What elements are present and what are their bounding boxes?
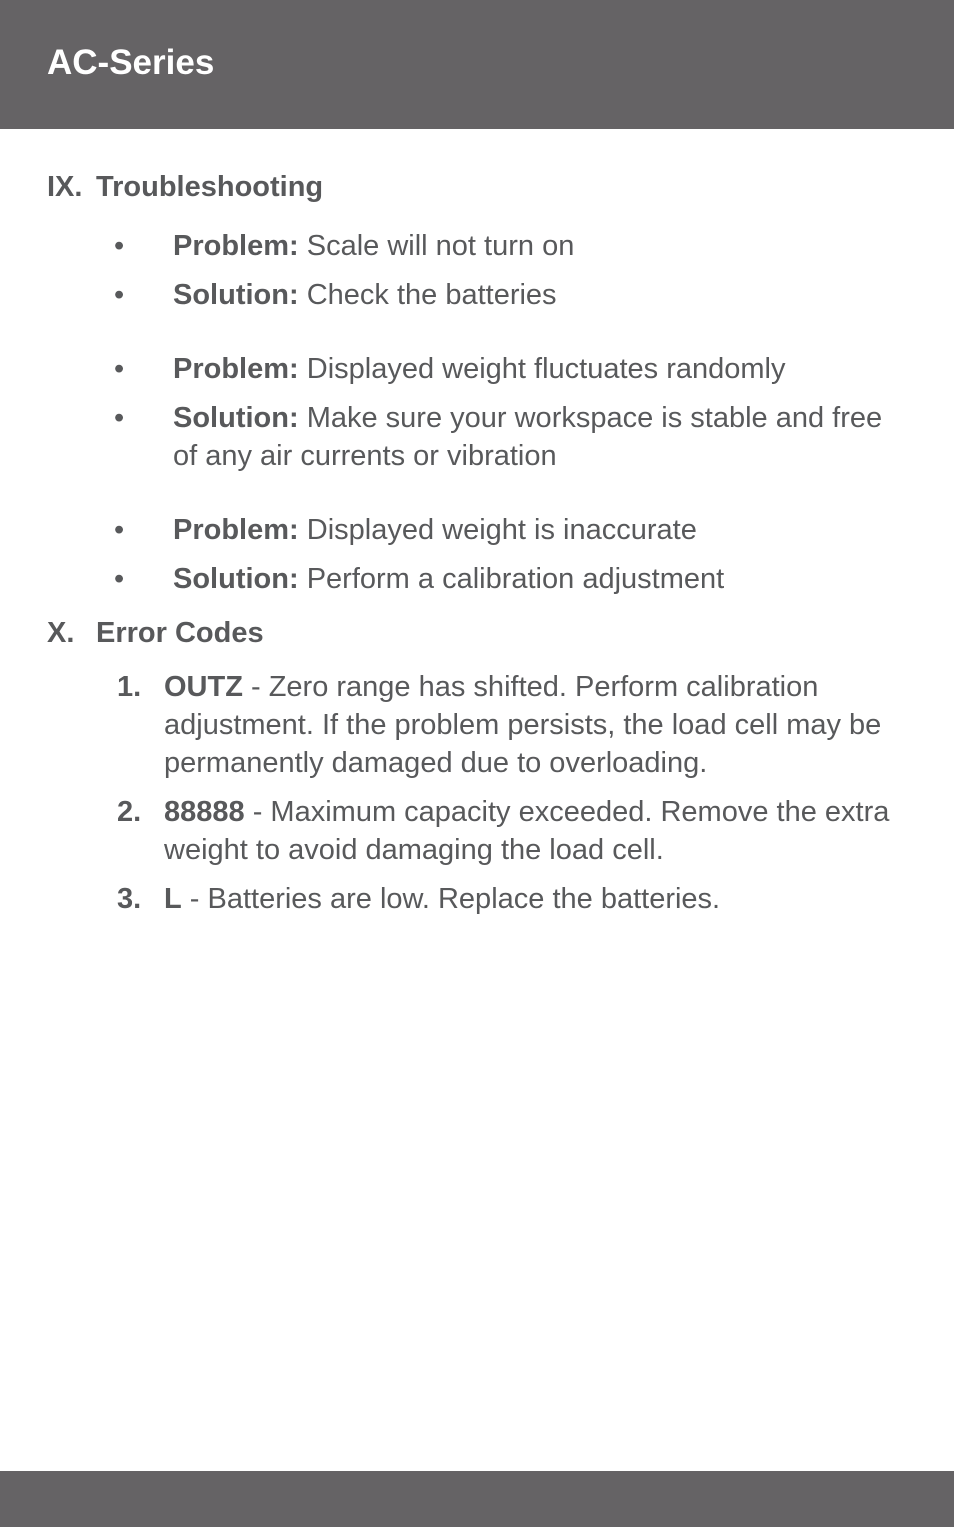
error-number: 2. [117,796,142,828]
list-item [173,560,913,598]
item-text: Make sure your workspace is stable and free of any air currents or vibration [173,402,883,472]
list-item [173,227,913,265]
error-code: 88888 [164,796,245,828]
section-error-codes-title [47,615,264,651]
list-item [173,276,913,314]
item-label: Solution: [173,279,299,311]
item-label: Solution: [173,402,299,434]
section-troubleshooting-title [47,169,323,205]
item-text: Perform a calibration adjustment [306,563,725,595]
item-text: Check the batteries [306,279,557,311]
error-number: 1. [117,671,142,703]
bullet: • [114,563,125,595]
error-description: - Batteries are low. Replace the batteries. [181,883,721,915]
error-number: 3. [117,883,142,915]
item-text: Scale will not turn on [306,230,575,262]
bullet: • [114,402,125,434]
error-code: L [164,883,182,915]
item-label: Problem: [173,353,299,385]
section-title-text: Troubleshooting [96,171,324,203]
bullet: • [114,230,125,262]
section-title-text: Error Codes [96,617,264,649]
list-item [173,511,913,549]
page-footer [0,1471,954,1527]
error-item [164,668,924,782]
bullet: • [114,514,125,546]
bullet: • [114,353,125,385]
item-label: Solution: [173,563,299,595]
bullet: • [114,279,125,311]
list-item [173,399,913,475]
section-number: IX. [47,171,83,203]
item-label: Problem: [173,230,299,262]
error-description: - Maximum capacity exceeded. Remove the extra weight to avoid damaging the load cell. [164,796,890,866]
item-text: Displayed weight fluctuates randomly [306,353,786,385]
error-description: - Zero range has shifted. Perform calibration adjustment. If the problem persists, the load cell may be permanently damaged due to overloading. [164,671,882,779]
section-number: X. [47,617,75,649]
page-header [0,0,954,129]
item-text: Displayed weight is inaccurate [306,514,697,546]
list-item [173,350,913,388]
header-title: AC-Series [47,43,215,82]
error-item [164,880,924,918]
error-code: OUTZ [164,671,243,703]
item-label: Problem: [173,514,299,546]
error-item [164,793,924,869]
